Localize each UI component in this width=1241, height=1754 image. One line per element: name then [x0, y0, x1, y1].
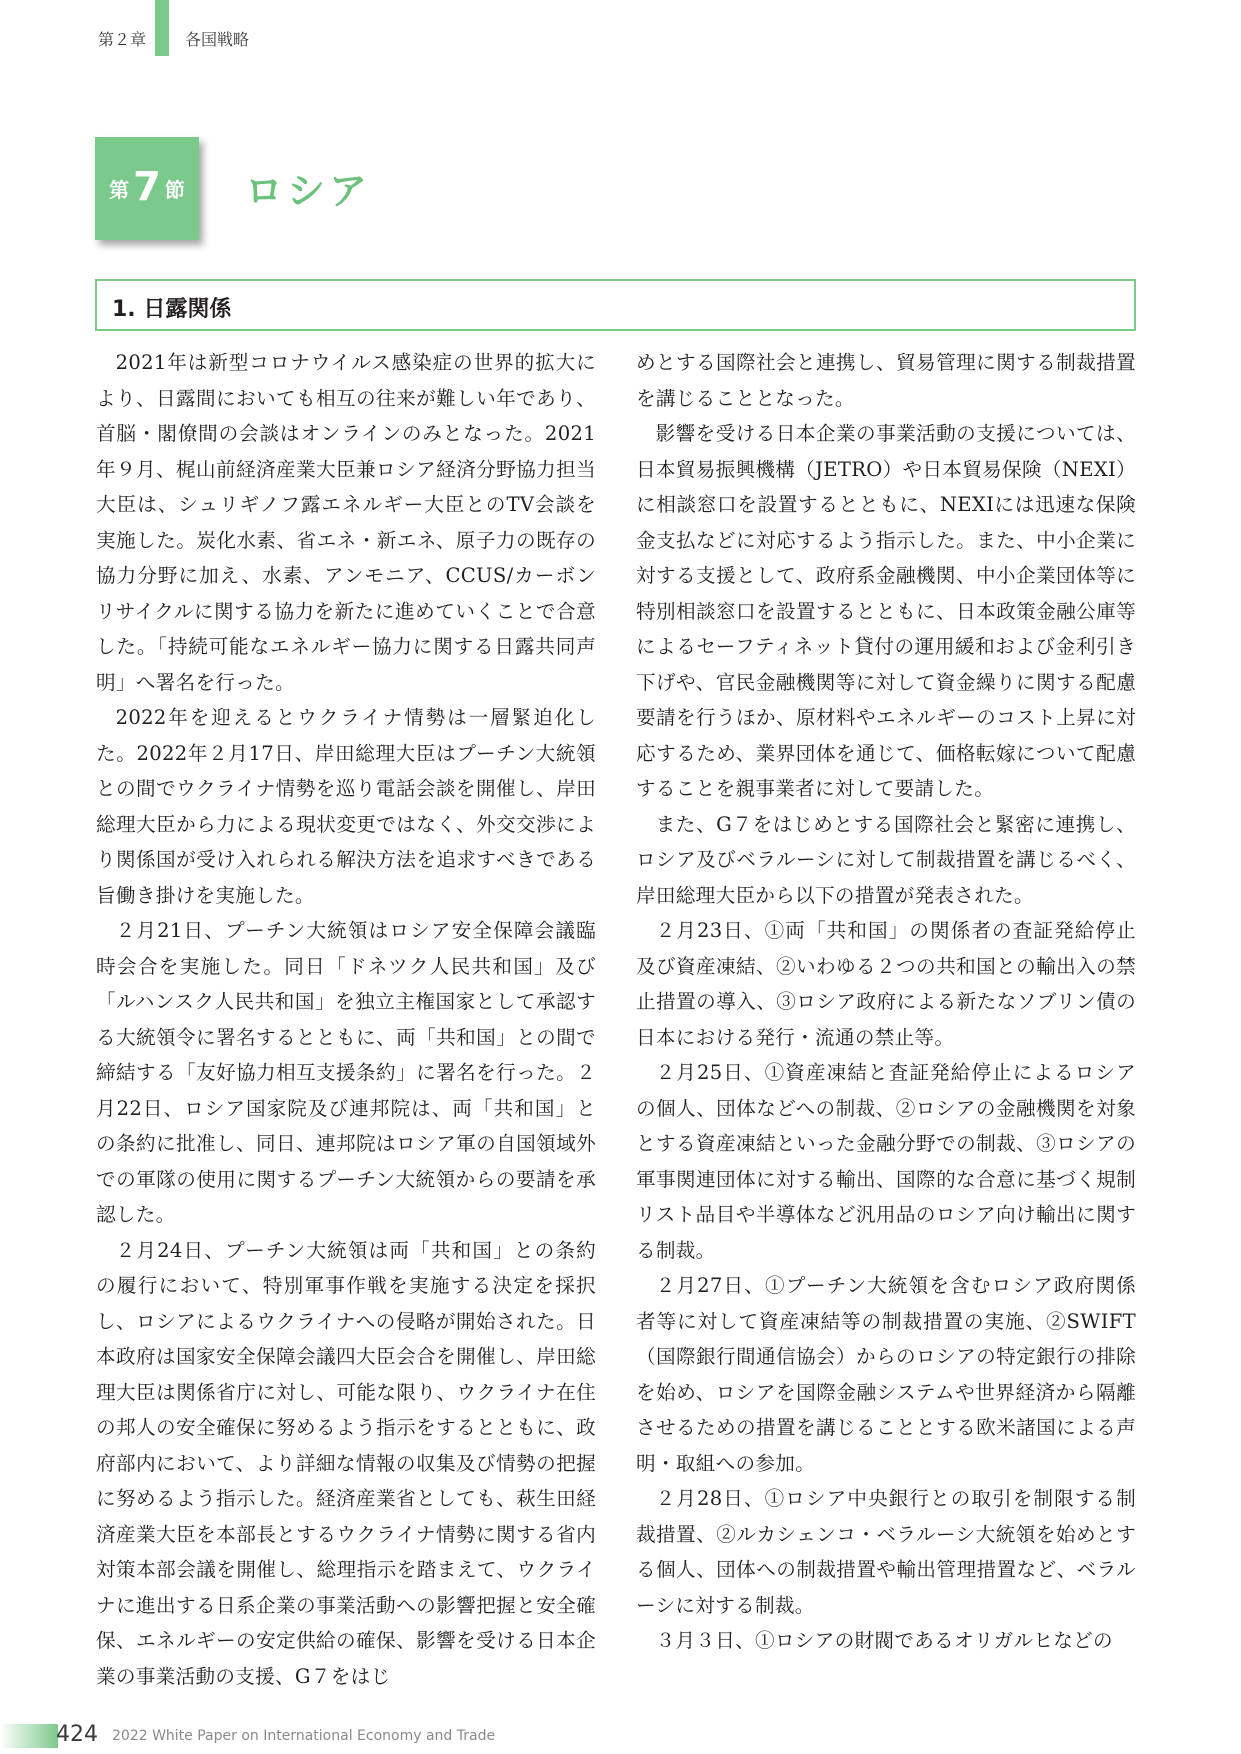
subsection-heading: 1. 日露関係 — [112, 297, 232, 322]
badge-prefix: 第 — [109, 178, 130, 202]
page-number: 424 — [56, 1722, 98, 1747]
right-column — [636, 345, 1136, 1659]
badge-number: 7 — [133, 163, 161, 210]
running-header — [0, 0, 1241, 60]
body-paragraph: ２月21日、プーチン大統領はロシア安全保障会議臨時会合を実施した。同日「ドネツク人民共和国」及び「ルハンスク人民共和国」を独立主権国家として承認する大統領令に署名するとともに、両「共和国」との間で締結する「友好協力相互支援条約」に署名を行った。２月22日、ロシア国家院及び連邦院は、両「共和国」との条約に批准し、同日、連邦院はロシア軍の自国領域外での軍隊の使用に関するプーチン大統領からの要請を承認した。 — [96, 919, 596, 1226]
section-number-badge — [95, 137, 199, 240]
chapter-label: 第２章 — [98, 30, 147, 49]
left-column — [96, 345, 596, 1694]
body-paragraph: 影響を受ける日本企業の事業活動の支援については、日本貿易振興機構（JETRO）や日本貿易保険（NEXI）に相談窓口を設置するとともに、NEXIには迅速な保険金支払などに対応するよう指示した。また、中小企業に対する支援として、政府系金融機関、中小企業団体等に特別相談窓口を設置するとともに、日本政策金融公庫等によるセーフティネット貸付の運用緩和および金利引き下げや、官民金融機関等に対して資金繰りに関する配慮要請を行うほか、原材料やエネルギーのコスト上昇に対応するため、業界団体を通じて、価格転嫁について配慮することを親事業者に対して要請した。 — [636, 422, 1136, 800]
body-paragraph: また、G７をはじめとする国際社会と緊密に連携し、ロシア及びベラルーシに対して制裁措置を講じるべく、岸田総理大臣から以下の措置が発表された。 — [636, 812, 1136, 907]
publication-title: 2022 White Paper on International Economy and Trade — [112, 1728, 496, 1744]
body-paragraph: ２月27日、①プーチン大統領を含むロシア政府関係者等に対して資産凍結等の制裁措置の実施、②SWIFT（国際銀行間通信協会）からのロシアの特定銀行の排除を始め、ロシアを国際金融システムや世界経済から隔離させるための措置を講じることとする欧米諸国による声明・取組への参加。 — [636, 1274, 1136, 1475]
badge-suffix: 節 — [164, 178, 185, 202]
footer-accent-band — [0, 1724, 58, 1748]
subsection-heading-box — [95, 279, 1136, 331]
page-footer — [0, 1718, 1241, 1754]
header-accent-bar — [155, 0, 169, 56]
body-paragraph: 2022年を迎えるとウクライナ情勢は一層緊迫化した。2022年２月17日、岸田総理大臣はプーチン大統領との間でウクライナ情勢を巡り電話会談を開催し、岸田総理大臣から力による現状変更ではなく、外交交渉により関係国が受け入れられる解決方法を追求すべきである旨働き掛けを実施した。 — [96, 706, 596, 907]
body-paragraph: ２月28日、①ロシア中央銀行との取引を制限する制裁措置、②ルカシェンコ・ベラルーシ大統領を始めとする個人、団体への制裁措置や輸出管理措置など、ベラルーシに対する制裁。 — [636, 1487, 1136, 1617]
body-paragraph: ２月23日、①両「共和国」の関係者の査証発給停止及び資産凍結、②いわゆる２つの共和国との輸出入の禁止措置の導入、③ロシア政府による新たなソブリン債の日本における発行・流通の禁止等。 — [636, 919, 1136, 1049]
chapter-title: 各国戦略 — [185, 30, 250, 49]
body-paragraph: ２月24日、プーチン大統領は両「共和国」との条約の履行において、特別軍事作戦を実施する決定を採択し、ロシアによるウクライナへの侵略が開始された。日本政府は国家安全保障会議四大臣会合を開催し、岸田総理大臣は関係省庁に対し、可能な限り、ウクライナ在住の邦人の安全確保に努めるよう指示をするとともに、政府部内において、より詳細な情報の収集及び情勢の把握に努めるよう指示した。経済産業省としても、萩生田経済産業大臣を本部長とするウクライナ情勢に関する省内対策本部会議を開催し、総理指示を踏まえて、ウクライナに進出する日系企業の事業活動への影響把握と安全確保、エネルギーの安定供給の確保、影響を受ける日本企業の事業活動の支援、G７をはじ — [96, 1238, 596, 1688]
body-paragraph: 2021年は新型コロナウイルス感染症の世界的拡大により、日露間においても相互の往来が難しい年であり、首脳・閣僚間の会談はオンラインのみとなった。2021年９月、梶山前経済産業大臣兼ロシア経済分野協力担当大臣は、シュリギノフ露エネルギー大臣とのTV会談を実施した。炭化水素、省エネ・新エネ、原子力の既存の協力分野に加え、水素、アンモニア、CCUS/カーボンリサイクルに関する協力を新たに進めていくことで合意した。「持続可能なエネルギー協力に関する日露共同声明」へ署名を行った。 — [96, 351, 596, 694]
body-paragraph: ２月25日、①資産凍結と査証発給停止によるロシアの個人、団体などへの制裁、②ロシアの金融機関を対象とする資産凍結といった金融分野での制裁、③ロシアの軍事関連団体に対する輸出、国際的な合意に基づく規制リスト品目や半導体など汎用品のロシア向け輸出に関する制裁。 — [636, 1061, 1136, 1262]
section-title: ロシア — [245, 169, 372, 213]
body-paragraph-continued: めとする国際社会と連携し、貿易管理に関する制裁措置を講じることとなった。 — [636, 351, 1136, 410]
body-paragraph: ３月３日、①ロシアの財閥であるオリガルヒなどの — [655, 1629, 1113, 1652]
